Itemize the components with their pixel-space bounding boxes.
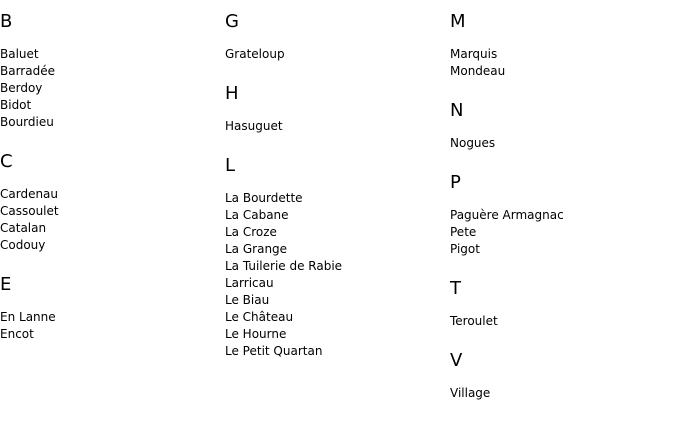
letter-group-e xyxy=(0,274,225,343)
place-link[interactable]: La Cabane xyxy=(225,208,289,222)
place-list xyxy=(0,46,225,131)
place-link[interactable]: Le Biau xyxy=(225,293,270,307)
letter-group-h xyxy=(225,83,450,135)
place-link[interactable]: Encot xyxy=(0,327,34,341)
place-list xyxy=(450,135,675,152)
place-list xyxy=(225,46,450,63)
place-link[interactable]: Village xyxy=(450,386,491,400)
place-link[interactable]: Berdoy xyxy=(0,81,43,95)
place-link[interactable]: Baluet xyxy=(0,47,39,61)
letter-group-n xyxy=(450,100,675,152)
letter-group-m xyxy=(450,11,675,80)
index-column-3 xyxy=(450,0,675,422)
letter-group-b xyxy=(0,11,225,131)
letter-heading: C xyxy=(0,151,13,172)
index-column-1 xyxy=(0,0,225,363)
place-link[interactable]: La Croze xyxy=(225,225,277,239)
place-link[interactable]: En Lanne xyxy=(0,310,56,324)
place-link[interactable]: Paguère Armagnac xyxy=(450,208,564,222)
letter-heading: P xyxy=(450,172,461,193)
letter-group-p xyxy=(450,172,675,258)
letter-group-g xyxy=(225,11,450,63)
letter-heading: N xyxy=(450,100,464,121)
place-link[interactable]: Codouy xyxy=(0,238,46,252)
letter-heading: V xyxy=(450,350,463,371)
letter-group-v xyxy=(450,350,675,402)
place-link[interactable]: Cassoulet xyxy=(0,204,59,218)
place-link[interactable]: La Grange xyxy=(225,242,288,256)
place-link[interactable]: Le Château xyxy=(225,310,294,324)
place-list xyxy=(450,207,675,258)
place-link[interactable]: Bourdieu xyxy=(0,115,54,129)
letter-group-t xyxy=(450,278,675,330)
place-link[interactable]: Le Hourne xyxy=(225,327,287,341)
place-link[interactable]: La Tuilerie de Rabie xyxy=(225,259,343,273)
place-link[interactable]: La Bourdette xyxy=(225,191,303,205)
letter-heading: E xyxy=(0,274,12,295)
place-link[interactable]: Grateloup xyxy=(225,47,285,61)
place-link[interactable]: Le Petit Quartan xyxy=(225,344,323,358)
place-link[interactable]: Barradée xyxy=(0,64,55,78)
letter-group-l xyxy=(225,155,450,360)
letter-heading: G xyxy=(225,11,239,32)
letter-group-c xyxy=(0,151,225,254)
place-list xyxy=(0,186,225,254)
place-link[interactable]: Catalan xyxy=(0,221,47,235)
place-link[interactable]: Cardenau xyxy=(0,187,59,201)
place-link[interactable]: Larricau xyxy=(225,276,274,290)
letter-heading: L xyxy=(225,155,236,176)
place-link[interactable]: Pigot xyxy=(450,242,480,256)
letter-heading: B xyxy=(0,11,13,32)
place-link[interactable]: Mondeau xyxy=(450,64,506,78)
place-link[interactable]: Pete xyxy=(450,225,477,239)
place-link[interactable]: Teroulet xyxy=(450,314,498,328)
place-list xyxy=(225,190,450,360)
place-list xyxy=(450,46,675,80)
place-list xyxy=(450,313,675,330)
place-list xyxy=(450,385,675,402)
place-link[interactable]: Marquis xyxy=(450,47,498,61)
place-link[interactable]: Bidot xyxy=(0,98,32,112)
place-link[interactable]: Nogues xyxy=(450,136,496,150)
index-column-2 xyxy=(225,0,450,380)
letter-heading: T xyxy=(450,278,461,299)
letter-heading: H xyxy=(225,83,239,104)
place-list xyxy=(225,118,450,135)
letter-heading: M xyxy=(450,11,466,32)
place-list xyxy=(0,309,225,343)
place-link[interactable]: Hasuguet xyxy=(225,119,283,133)
